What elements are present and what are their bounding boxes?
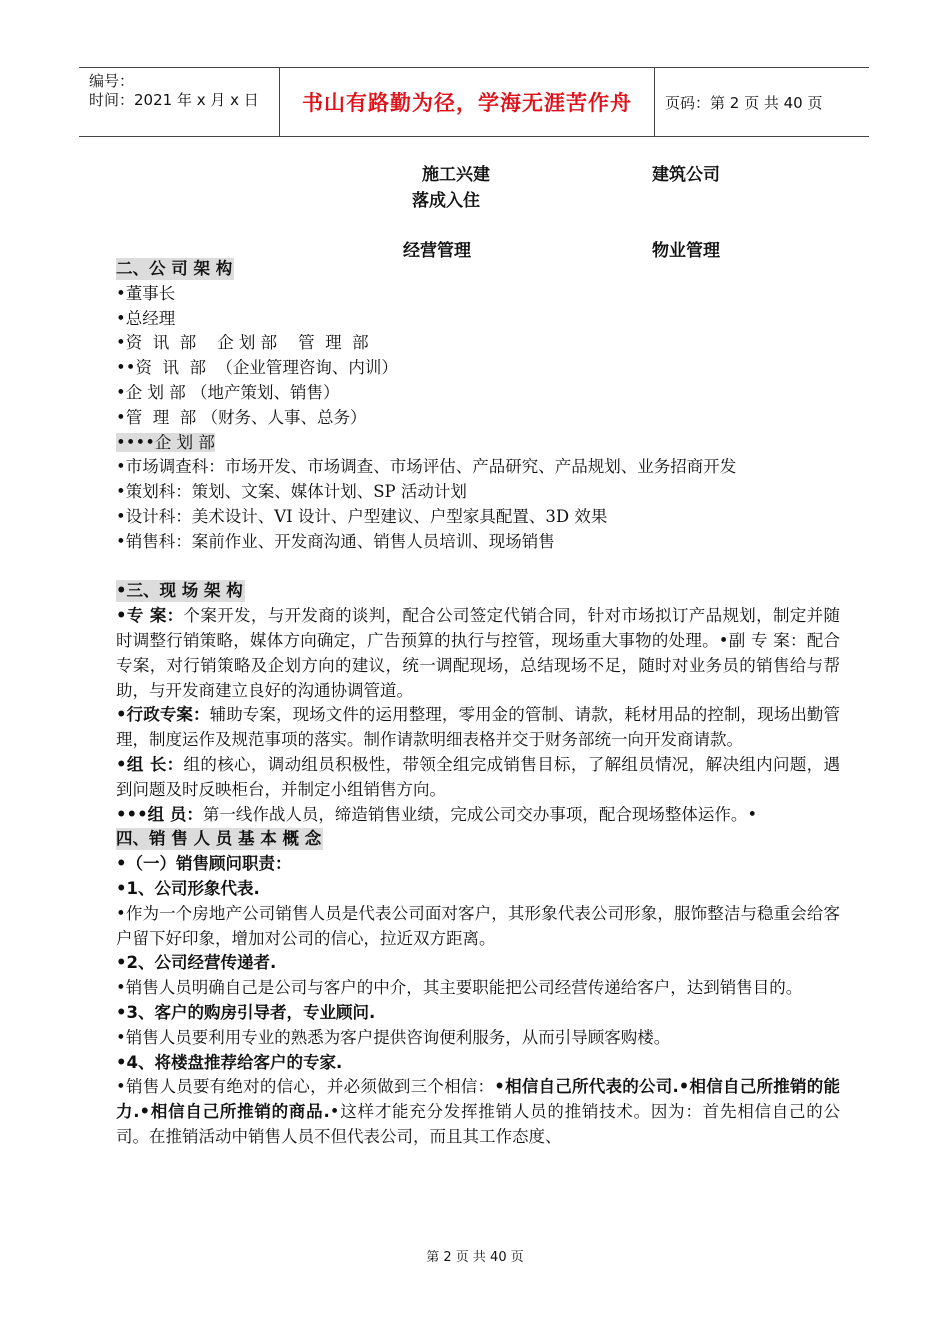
role-label: •组 长： [116,754,184,774]
role-paragraph [116,703,840,753]
org-item: •管 理 部 （财务、人事、总务） [116,407,367,427]
cover-operation: 经营管理 [403,241,471,261]
org-item: •总经理 [116,308,176,328]
duty-text: •作为一个房地产公司销售人员是代表公司面对客户，其形象代表公司形象，服饰整洁与稳重会给客户留下好印象，增加对公司的信心，拉近双方距离。 [116,903,840,948]
section-4-heading: 四、销 售 人 员 基 本 概 念 [116,829,322,849]
document-body [116,257,840,1150]
role-label: •行政专案： [116,705,210,725]
org-item: •资 讯 部 企 划 部 管 理 部 [116,333,369,353]
cover-construction: 施工兴建 [422,165,490,185]
time-label: 时间：2021 年 x 月 x 日 [89,91,259,109]
role-text: 个案开发，与开发商的谈判，配合公司签定代销合同，针对市场拟订产品规划，制定并随时调整行销策略，媒体方向确定，广告预算的执行与控管，现场重大事物的处理。•副 专 案：配合专案，对行销策略及企划方向的建议，统一调配现场，总结现场不足，随时对业务员的销售给与帮助，与开发商建立良好的沟通协调管道。 [116,606,841,700]
role-paragraph [116,753,840,803]
dept-item: •市场调查科：市场开发、市场调查、市场评估、产品研究、产品规划、业务招商开发 [116,457,737,477]
duty-text: •销售人员明确自己是公司与客户的中介，其主要职能把公司经营传递给客户，达到销售目的。 [116,978,803,998]
duty-title: •2、公司经营传递者. [116,953,277,973]
duty-title: •1、公司形象代表. [116,878,260,898]
duty-text [116,1075,840,1149]
page-header [79,67,869,137]
role-paragraph [116,803,840,828]
page-footer: 第 2 页 共 40 页 [426,1250,524,1265]
org-item: •董事长 [116,283,176,303]
cover-property: 物业管理 [652,241,720,261]
header-page-info: 页码：第 2 页 共 40 页 [665,93,823,112]
role-text: 第一线作战人员，缔造销售业绩，完成公司交办事项，配合现场整体运作。• [202,804,758,824]
role-label: •••组 员： [116,804,203,824]
number-label: 编号： [89,72,135,90]
org-item: •企 划 部 （地产策划、销售） [116,382,340,402]
dept-item: •销售科：案前作业、开发商沟通、销售人员培训、现场销售 [116,531,555,551]
cover-builder: 建筑公司 [652,165,720,185]
dept-item: •设计科：美术设计、VI 设计、户型建议、户型家具配置、3D 效果 [116,506,608,526]
header-motto: 书山有路勤为径，学海无涯苦作舟 [280,68,655,136]
org-item: ••资 讯 部 （企业管理咨询、内训） [116,358,398,378]
section-3-heading: •三、现 场 架 构 [116,581,243,601]
duty-text-part: •这样才能充分发挥推销人员的推销技术。因为：首先相信自己的公司。在推销活动中销售人员不但代表公司，而且其工作态度、 [116,1102,840,1146]
planning-dept-subheading: ••••企 划 部 [116,432,215,452]
cover-moving-in: 落成入住 [412,191,480,211]
duty-text-bold: •相信自己所代表的公司.•相信自己所推销的能力.•相信自己所推销的商品. [116,1077,840,1122]
section-2-heading: 二、公 司 架 构 [116,259,233,278]
duty-text: •销售人员要利用专业的熟悉为客户提供咨询便利服务，从而引导顾客购楼。 [116,1027,671,1047]
duty-text-part: •销售人员要有绝对的信心，并必须做到三个相信： [116,1077,495,1097]
role-text: 组的核心，调动组员积极性，带领全组完成销售目标，了解组员情况，解决组内问题，遇到问题及时反映柜台，并制定小组销售方向。 [116,754,841,799]
role-text: 辅助专案，现场文件的运用整理，零用金的管制、请款，耗材用品的控制，现场出勤管理，制度运作及规范事项的落实。制作请款明细表格并交于财务部统一向开发商请款。 [116,705,841,750]
header-meta [79,68,280,136]
section-4-subheading: •（一）销售顾问职责： [116,854,292,874]
role-label: •专 案： [116,606,184,626]
duty-title: •4、将楼盘推荐给客户的专家. [116,1052,343,1072]
duty-title: •3、客户的购房引导者，专业顾问. [116,1002,376,1022]
dept-item: •策划科：策划、文案、媒体计划、SP 活动计划 [116,482,467,502]
role-paragraph [116,604,840,703]
